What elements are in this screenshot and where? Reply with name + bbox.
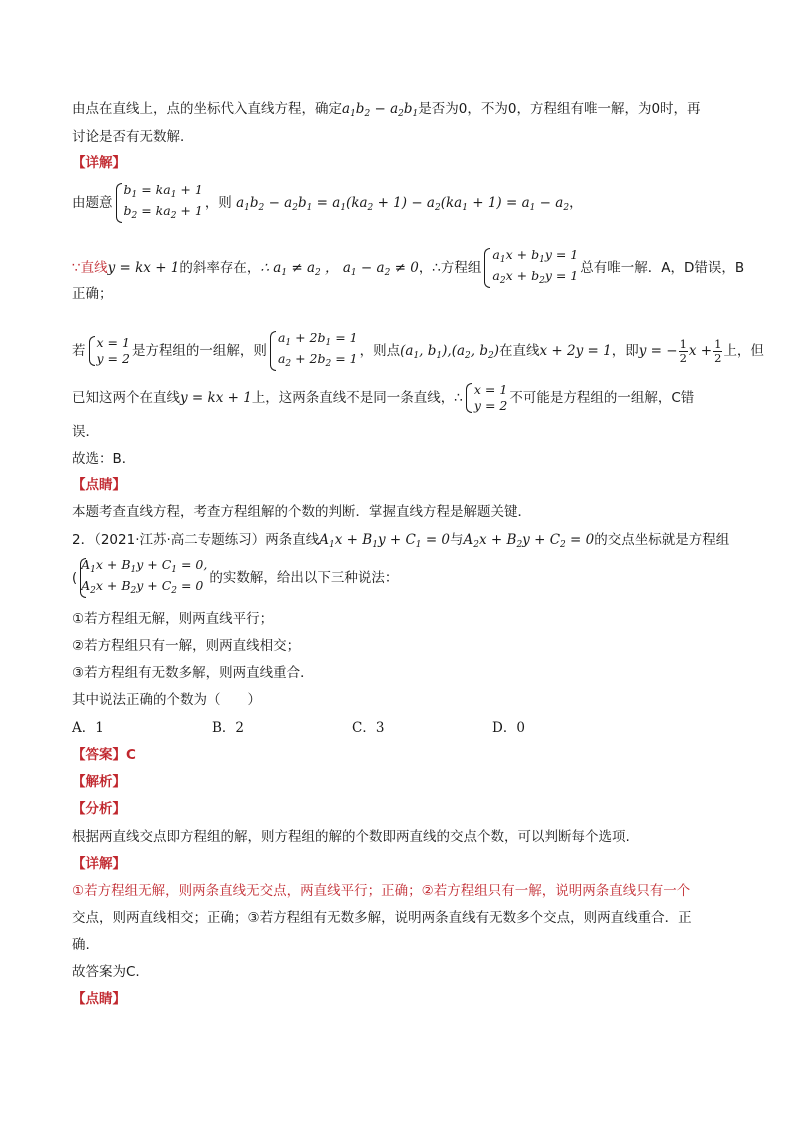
slope-text: 的斜率存在， — [179, 260, 261, 276]
detail-2-line-3: 确. — [72, 937, 90, 953]
detail-2-line-2: 交点，则两直线相交；正确；③若方程组有无数多解，说明两条直线有无数多个交点，则两直线重合．正 — [72, 910, 692, 926]
question-2-line-2: ( $A_1x + B_1y + C_1 = 0$, $A_2x + B_2y + C_2 = 0$ 的实数解，给出以下三种说法： — [72, 557, 398, 599]
system-label: ，∴方程组 — [418, 260, 482, 276]
formula-line-2: x + 2y = 1 — [539, 343, 612, 359]
final-answer: 故答案为C. — [72, 964, 140, 980]
option-c: C．3 — [352, 720, 385, 736]
q2-real-solution: 的实数解，给出以下三种说法： — [209, 570, 399, 586]
correct-text: 正确； — [72, 286, 113, 302]
by-problem-text: 由题意 — [72, 195, 113, 211]
detail-line-2: ∵直线y = kx + 1的斜率存在，∴ $a_1 \ne a_2$ ， $a_1 - a_2 \ne 0$，∴方程组 $a_1x + b_1y = 1$ $a_2x + b_2y = 1$ 总有唯一解．A，D错误，B — [72, 247, 744, 289]
analysis-2-text: 根据两直线交点即方程组的解，则方程组的解的个数即两直线的交点个数，可以判断每个选项. — [72, 829, 630, 845]
formula-line: y = kx + 1 — [107, 260, 180, 276]
choose-line: 故选：B． — [72, 451, 136, 467]
known-text: 已知这两个在直线 — [72, 390, 180, 406]
analysis-text: 由点在直线上，点的坐标代入直线方程，确定 — [72, 101, 342, 117]
formula-det: $a_1b_2 - a_2b_1$ — [342, 101, 419, 119]
unique-solution-text: 总有唯一解．A，D错误，B — [580, 260, 745, 276]
system-b-equations: $b_1 = ka_1 + 1$ $b_2 = ka_2 + 1$ — [115, 182, 203, 224]
if-text: 若 — [72, 343, 86, 359]
parse-heading: 【解析】 — [72, 774, 126, 790]
comment-heading: 【点睛】 — [72, 477, 126, 493]
cannot-be-text: 不可能是方程组的一组解，C错 — [509, 390, 695, 406]
detail-line-6 — [72, 423, 99, 441]
question-text: 其中说法正确的个数为（ ） — [72, 692, 261, 708]
comment-heading-2: 【点睛】 — [72, 991, 126, 1007]
q2-prefix: 2．（2021·江苏·高二专题练习）两条直线 — [72, 532, 320, 548]
answer-heading: 【答案】C — [72, 747, 136, 763]
detail-line-1: 由题意 $b_1 = ka_1 + 1$ $b_2 = ka_2 + 1$ ，则 $a_1b_2 - a_2b_1 = a_1(ka_2 + 1) - a_2(ka_1 + 1) = a_1 - a_2$， — [72, 182, 583, 224]
analysis-line-1 — [72, 100, 701, 123]
option-a: A．1 — [72, 720, 104, 736]
q2-and: 与 — [450, 532, 464, 548]
line-word: 直线 — [80, 260, 108, 276]
wrong-text: 误． — [72, 424, 99, 440]
formula-line-A2: $A_2x + B_2y + C_2 = 0$ — [463, 532, 595, 550]
system-general: $a_1x + b_1y = 1$ $a_2x + b_2y = 1$ — [483, 247, 578, 289]
then-points-text: ，则点 — [359, 343, 401, 359]
is-solution-text: 是方程组的一组解，则 — [131, 343, 267, 359]
detail-line-3 — [72, 285, 113, 303]
q2-suffix: 的交点坐标就是方程组 — [594, 532, 730, 548]
statement-1: ①若方程组无解，则两直线平行； — [72, 611, 274, 627]
formula-a-neq: ∴ $a_1 \ne a_2$ ， $a_1 - a_2 \ne 0$ — [260, 260, 419, 278]
on-line-text: 在直线 — [499, 343, 540, 359]
question-2-line-1 — [72, 531, 729, 554]
comment-text: 本题考查直线方程，考查方程组解的个数的判断．掌握直线方程是解题关键． — [72, 504, 531, 520]
system-xy-2: x = 1 y = 2 — [465, 382, 507, 414]
formula-y: y = − — [638, 343, 678, 359]
analysis-text-end: 讨论是否有无数解． — [72, 129, 194, 145]
detail-heading-2: 【详解】 — [72, 856, 126, 872]
detail-2-line-1: ①若方程组无解，则两条直线无交点，两直线平行；正确；②若方程组只有一解，说明两条直线只有一个 — [72, 883, 691, 899]
detail-heading: 【详解】 — [72, 155, 126, 171]
then-text: ，则 — [204, 195, 232, 211]
on-but-text: 上，但 — [723, 343, 764, 359]
statement-2: ②若方程组只有一解，则两直线相交； — [72, 638, 301, 654]
analysis-heading: 【分析】 — [72, 801, 126, 817]
fraction-half-2: $\frac{1}{2}$ — [714, 336, 722, 365]
statement-3: ③若方程组有无数多解，则两直线重合． — [72, 665, 314, 681]
not-same-line-text: 上，这两条直线不是同一条直线，∴ — [251, 390, 463, 406]
option-b: B．2 — [212, 720, 245, 736]
options-row — [72, 719, 632, 737]
formula-line-3: y = kx + 1 — [180, 390, 252, 406]
analysis-text-cont: 是否为0，不为0，方程组有唯一解，为0时，再 — [418, 101, 701, 117]
analysis-line-2 — [72, 128, 194, 146]
option-d: D．0 — [492, 720, 525, 736]
fraction-half-1: $\frac{1}{2}$ — [679, 336, 687, 365]
system-A-B-C: $A_1x + B_1y + C_1 = 0$, $A_2x + B_2y + C_2 = 0$ — [79, 557, 207, 599]
detail-line-4: 若 x = 1 y = 2 是方程组的一组解，则 $a_1 + 2b_1 = 1$ $a_2 + 2b_2 = 1$ ，则点($a_1$, $b_1),(a_2$, $b_2$)在直线x + 2y = 1，即y = − $\frac{1}{2}$ x + $\frac{1}{2}$ 上，但 — [72, 330, 764, 372]
formula-points: ($a_1$, $b_1),(a_2$, $b_2$) — [400, 343, 499, 361]
detail-line-5 — [72, 382, 694, 414]
system-ab: $a_1 + 2b_1 = 1$ $a_2 + 2b_2 = 1$ — [269, 330, 358, 372]
formula-line-A1: $A_1x + B_1y + C_1 = 0$ — [319, 532, 451, 550]
namely-text: ，即 — [611, 343, 639, 359]
system-xy: x = 1 y = 2 — [88, 335, 130, 367]
formula-expansion: $a_1b_2 - a_2b_1 = a_1(ka_2 + 1) - a_2(ka_1 + 1) = a_1 - a_2$ — [231, 195, 570, 213]
